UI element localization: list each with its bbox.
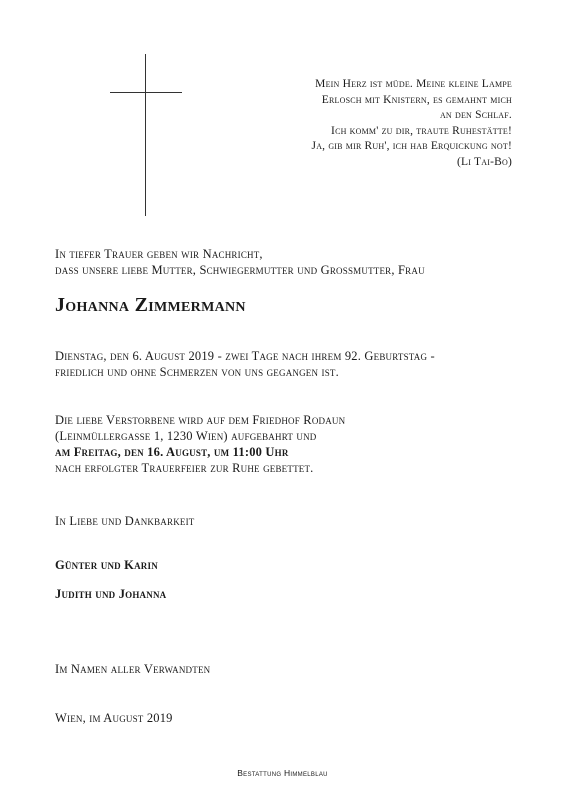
mourner-name: Günter und Karin (55, 558, 158, 572)
intro-text (55, 246, 425, 278)
death-notice (55, 348, 435, 380)
poem-quote (232, 77, 512, 170)
burial-line: Die liebe Verstorbene wird auf dem Friedhof Rodaun (55, 413, 346, 427)
poem-line: Ich komm' zu dir, traute Ruhestätte! (331, 124, 512, 137)
burial-line: (Leinmüllergasse 1, 1230 Wien) aufgebahrt und (55, 429, 317, 443)
relatives-note: Im Namen aller Verwandten (55, 662, 211, 676)
mourner-name: Judith und Johanna (55, 587, 167, 601)
closing-phrase: In Liebe und Dankbarkeit (55, 514, 195, 528)
burial-line: nach erfolgter Trauerfeier zur Ruhe gebettet. (55, 461, 314, 475)
cross-symbol (110, 54, 182, 216)
poem-line: an den Schlaf. (439, 109, 512, 121)
poem-line: Ja, gib mir Ruh', ich hab Erquickung not! (311, 140, 512, 152)
intro-line: In tiefer Trauer geben wir Nachricht, (55, 247, 263, 261)
cross-horizontal-bar (110, 92, 182, 93)
cross-vertical-bar (145, 54, 146, 216)
poem-line: Erlosch mit Knistern, es gemahnt mich (321, 93, 512, 106)
death-notice-line: Dienstag, den 6. August 2019 - zwei Tage nach ihrem 92. Geburtstag - (55, 349, 435, 363)
undertaker-name: Bestattung Himmelblau (237, 768, 328, 778)
burial-date-time: am Freitag, den 16. August, um 11:00 Uhr (55, 445, 289, 459)
death-notice-line: friedlich und ohne Schmerzen von uns gegangen ist. (55, 365, 339, 379)
deceased-name: Johanna Zimmermann (55, 294, 246, 316)
intro-line: dass unsere liebe Mutter, Schwiegermutter und Grossmutter, Frau (55, 263, 425, 277)
burial-notice (55, 412, 345, 476)
place-date: Wien, im August 2019 (55, 711, 173, 725)
poem-author: (Li Tai-Bo) (457, 155, 512, 168)
poem-line: Mein Herz ist müde. Meine kleine Lampe (315, 78, 512, 90)
